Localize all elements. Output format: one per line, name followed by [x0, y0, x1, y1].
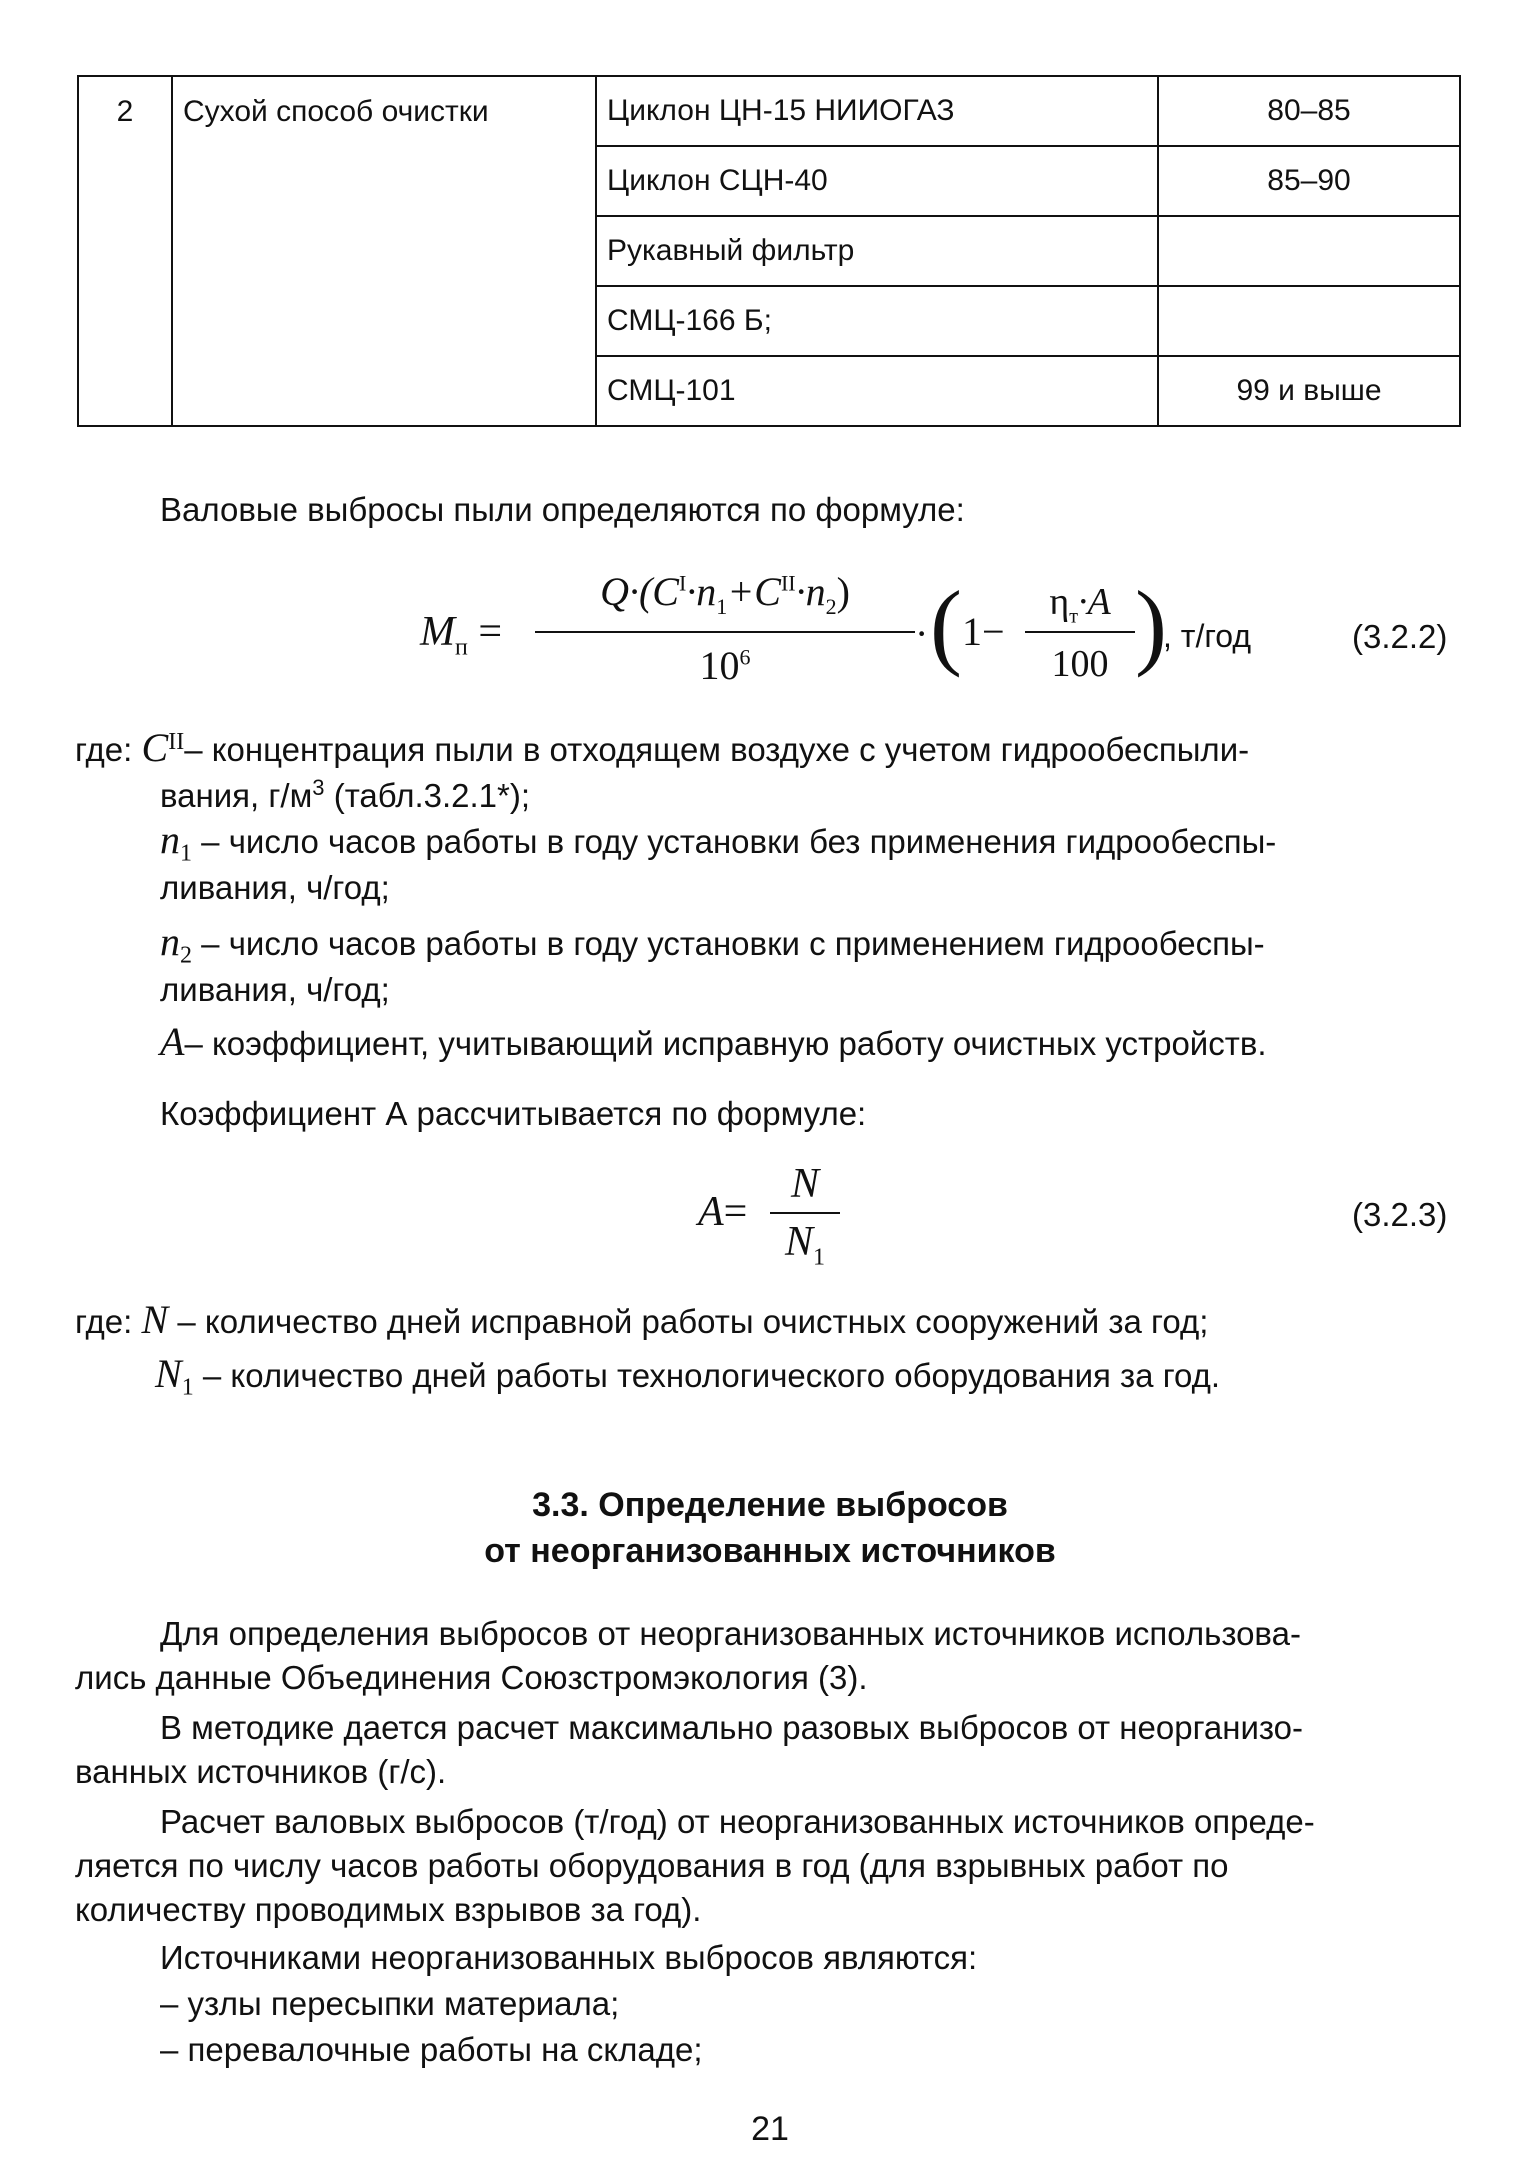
where-a-line: A– коэффициент, учитывающий исправную работу очистных устройств. [160, 1019, 1267, 1064]
formula2-denominator: $N_1$ [784, 1219, 825, 1271]
where-n1-line1: $n_1$ – число часов работы в году установки без применения гидрообеспы- [160, 817, 1277, 867]
device-cell: Рукавный фильтр [596, 216, 1158, 286]
eta-numerator: $\eta_т\cdot A$ [1049, 581, 1111, 628]
efficiency-cell [1158, 216, 1460, 286]
formula-denominator: $10^6$ [699, 643, 751, 688]
paragraph-3-line1: Расчет валовых выбросов (т/год) от неорганизованных источников опреде- [160, 1803, 1315, 1840]
where-c-line1: где: $C^{II}-$ концентрация пыли в отходящем воздухе с учетом гидрообеспыли- [75, 725, 1250, 770]
dot-operator: · [915, 611, 929, 656]
formula-lhs-subscript: п [455, 634, 468, 661]
formula-numerator: $Q\cdot(C^I\cdot n_1+C^{II}\cdot n_2)$ [600, 569, 850, 619]
fraction-bar [535, 631, 915, 633]
efficiency-cell: 99 и выше [1158, 356, 1460, 426]
fraction-bar [1025, 631, 1135, 633]
section-heading-line2: от неорганизованных источников [484, 1532, 1056, 1570]
paragraph-3-line2: ляется по числу часов работы оборудования в год (для взрывных работ по [75, 1847, 1229, 1884]
paragraph-1-line2: лись данные Объединения Союзстромэкология (3). [75, 1659, 868, 1696]
device-cell: СМЦ-166 Б; [596, 286, 1158, 356]
paragraph-2-line1: В методике дается расчет максимально разовых выбросов от неорганизо- [160, 1709, 1304, 1746]
formula2-lhs: A= [698, 1189, 748, 1235]
cleaning-methods-table [77, 75, 1461, 427]
paragraph-3-line3: количеству проводимых взрывов за год). [75, 1891, 702, 1928]
device-cell: Циклон СЦН-40 [596, 146, 1158, 216]
where-n2-line1: $n_2$ – число часов работы в году установки с применением гидрообеспы- [160, 919, 1265, 969]
row-number-cell: 2 [78, 76, 172, 426]
where2-n1-line: $N_1$ – количество дней работы технологического оборудования за год. [155, 1351, 1221, 1401]
section-heading-line1: 3.3. Определение выбросов [532, 1486, 1008, 1524]
left-paren: ( [930, 571, 962, 678]
formula-lhs-symbol: M [420, 609, 455, 655]
where2-n-line: где: N – количество дней исправной работы очистных сооружений за год; [75, 1297, 1209, 1342]
coef-intro-text: Коэффициент А рассчитывается по формуле: [160, 1095, 867, 1132]
eta-denominator: 100 [1051, 643, 1109, 685]
method-cell: Сухой способ очистки [172, 76, 596, 426]
where-c-line2: вания, $г/м^3$ (табл.3.2.1*); [160, 775, 531, 814]
device-cell: СМЦ-101 [596, 356, 1158, 426]
formula-intro-text: Валовые выбросы пыли определяются по формуле: [160, 491, 965, 528]
page-number: 21 [751, 2110, 789, 2148]
device-cell: Циклон ЦН-15 НИИОГАЗ [596, 76, 1158, 146]
right-paren: ) [1135, 571, 1167, 678]
formula2-numerator: N [790, 1161, 819, 1207]
list-item: – узлы пересыпки материала; [160, 1985, 620, 2022]
list-item: – перевалочные работы на складе; [160, 2031, 703, 2068]
formula-unit: , т/год [1163, 618, 1252, 654]
fraction-bar [770, 1212, 840, 1214]
efficiency-cell: 85–90 [1158, 146, 1460, 216]
where-n1-line2: ливания, ч/год; [160, 869, 390, 906]
paragraph-1-line1: Для определения выбросов от неорганизованных источников использова- [160, 1615, 1301, 1652]
paragraph-2-line2: ванных источников (г/с). [75, 1753, 447, 1790]
efficiency-cell: 80–85 [1158, 76, 1460, 146]
one-minus: 1− [962, 609, 1005, 654]
efficiency-cell [1158, 286, 1460, 356]
formula2-number: (3.2.3) [1352, 1196, 1448, 1233]
formula-lhs: $M_п$ = [420, 609, 503, 661]
formula-number: (3.2.2) [1352, 618, 1448, 655]
paragraph-4: Источниками неорганизованных выбросов являются: [160, 1939, 978, 1976]
table-row [78, 76, 1460, 146]
where-n2-line2: ливания, ч/год; [160, 971, 390, 1008]
